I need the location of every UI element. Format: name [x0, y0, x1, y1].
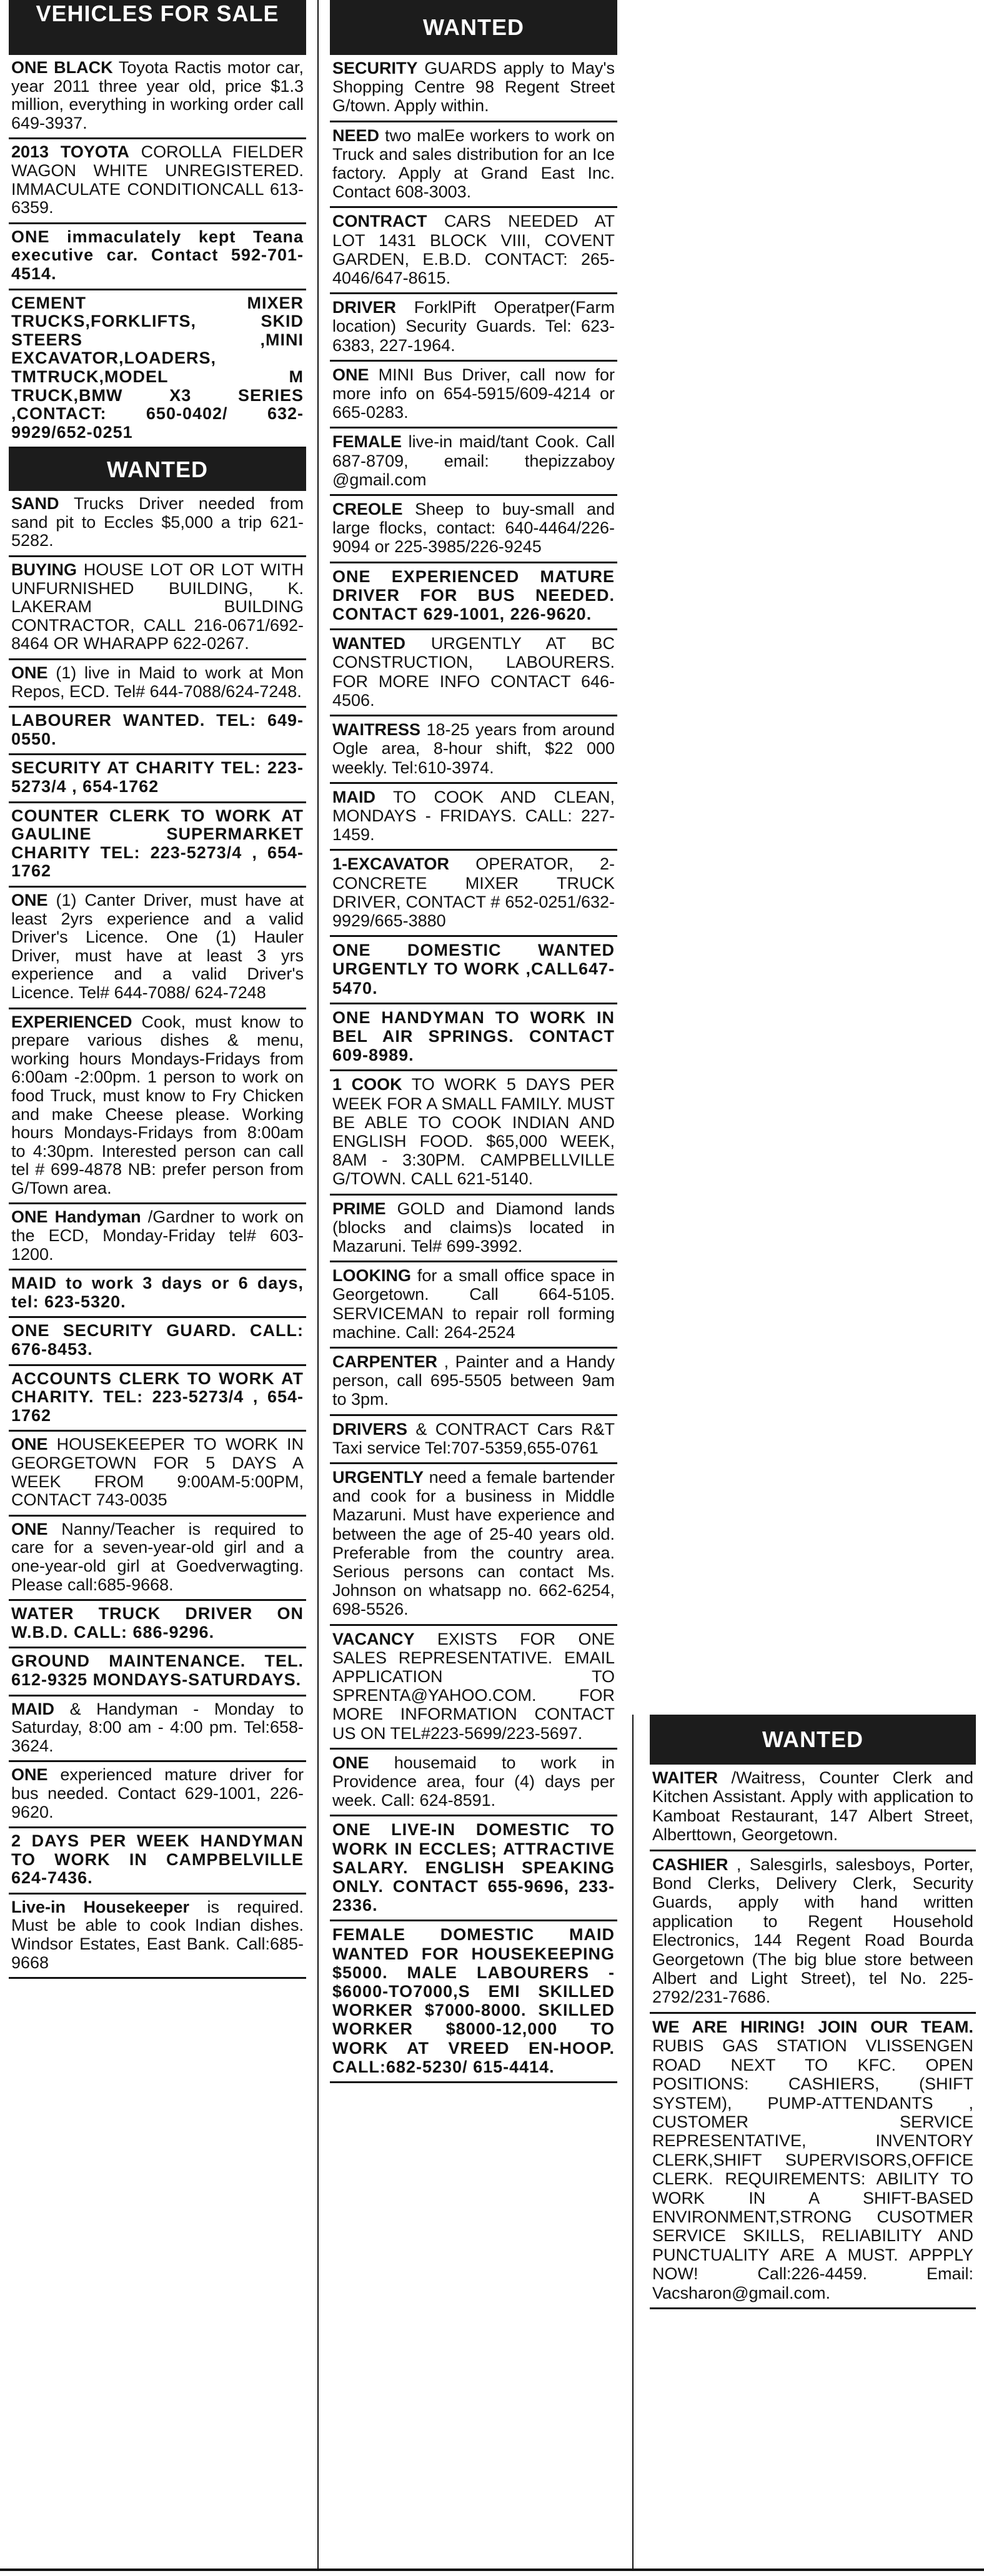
classified-ad	[330, 429, 617, 496]
classified-ad	[330, 630, 617, 716]
ad-lead-word: ONE	[11, 227, 50, 246]
classified-ad	[330, 937, 617, 1004]
ad-body-text: live-in maid/tant Cook. Call 687-8709, email: thepizzaboy @gmail.com	[332, 432, 615, 489]
ad-lead-word: ONE	[11, 1519, 48, 1538]
ad-lead-word: Live-in Housekeeper	[11, 1897, 190, 1916]
classified-ad	[330, 1750, 617, 1817]
classified-ad	[650, 1851, 976, 2014]
ad-lead-word: ONE	[332, 1753, 369, 1772]
ad-body-text: Cook, must know to prepare various dishes & menu, working hours Mondays-Fridays from 6:00am -2:00pm. 1 person to work on food Truck, must know to Fry Chicken and make Cheese please. Working hours Mondays-Fridays from 8:00am to 4:30pm. Interested person can call tel # 699-4878 NB: prefer person from G/Town area.	[11, 1012, 304, 1197]
classified-ad	[330, 1196, 617, 1263]
ad-body-text: URGENTLY AT BC CONSTRUCTION, LABOURERS. FOR MORE INFO CONTACT 646-4506.	[332, 634, 615, 710]
ad-body-text: (1) Canter Driver, must have at least 2yrs experience and a valid Driver's Licence. One (1) Hauler Driver, must have at least 3 yrs experience and a valid Driver's Licence. Tel# 644-7088/ 624-7248	[11, 890, 304, 1002]
classified-ad	[9, 1318, 306, 1365]
ad-lead-word: ONE	[11, 1321, 50, 1340]
section-header: WANTED	[9, 448, 306, 491]
ad-lead-word: ONE	[332, 567, 371, 586]
ad-lead-word: URGENTLY	[332, 1468, 424, 1487]
classified-ad	[9, 755, 306, 803]
ad-body-text: Trucks Driver needed from sand pit to Eccles $5,000 a trip 621-5282.	[11, 494, 304, 550]
ad-body-text: is required. Must be able to cook Indian dishes. Windsor Estates, East Bank. Call:685-9668	[11, 1897, 304, 1972]
ad-body-text: to work 3 days or 6 days, tel: 623-5320.	[11, 1274, 304, 1311]
ad-lead-word: SAND	[11, 494, 59, 513]
classified-ad	[330, 851, 617, 937]
page-bottom-rule	[0, 2569, 984, 2571]
classified-ad	[9, 1895, 306, 1979]
classified-ad	[9, 557, 306, 660]
ad-lead-word: NEED	[332, 126, 380, 145]
ad-body-text: DOMESTIC WANTED URGENTLY TO WORK ,CALL647-5470.	[332, 941, 615, 998]
ad-lead-word: WE ARE HIRING! JOIN OUR TEAM.	[652, 2017, 973, 2036]
classified-ad	[330, 294, 617, 362]
classified-ad	[9, 1648, 306, 1696]
ad-lead-word: DRIVER	[332, 298, 397, 317]
ad-body-text: PER WEEK HANDYMAN TO WORK IN CAMPBELVILLE 624-7436.	[11, 1831, 304, 1888]
classified-ad	[330, 1416, 617, 1464]
column-left	[9, 0, 306, 1979]
ad-lead-word: CEMENT	[11, 293, 86, 312]
ad-lead-word: CARPENTER	[332, 1352, 438, 1371]
classified-ad	[9, 708, 306, 755]
ad-body-text: GOLD and Diamond lands (blocks and claims)s located in Mazaruni. Tel# 699-3992.	[332, 1199, 615, 1256]
ad-body-text: TO WORK 5 DAYS PER WEEK FOR A SMALL FAMILY. MUST BE ABLE TO COOK INDIAN AND ENGLISH FOOD. $65,000 WEEK, 8AM - 3:30PM. CAMPBELLVILLE G/TOWN. CALL 621-5140.	[332, 1075, 615, 1189]
ad-body-text: HANDYMAN TO WORK IN BEL AIR SPRINGS. CONTACT 609-8989.	[332, 1008, 615, 1065]
ad-lead-word: ONE	[11, 1765, 48, 1785]
classified-ad	[330, 55, 617, 122]
classified-ad	[9, 660, 306, 708]
ad-lead-word: ONE	[11, 1435, 48, 1454]
column-middle	[330, 0, 617, 2083]
classified-ad	[330, 208, 617, 294]
classified-ad	[650, 1765, 976, 1851]
ad-body-text: CARS NEEDED AT LOT 1431 BLOCK VIII, COVENT GARDEN, E.B.D. CONTACT: 265-4046/647-8615.	[332, 212, 615, 288]
ad-lead-word: ONE Handyman	[11, 1207, 141, 1227]
classified-ad	[9, 1271, 306, 1318]
ad-lead-word: PRIME	[332, 1199, 386, 1218]
ad-lead-word: MAID	[11, 1699, 54, 1718]
ad-lead-word: ONE	[332, 1008, 371, 1027]
classified-ad	[330, 122, 617, 209]
ad-body-text: & Handyman - Monday to Saturday, 8:00 am - 4:00 pm. Tel:658-3624.	[11, 1699, 304, 1755]
classified-ad	[9, 491, 306, 557]
ad-lead-word: ONE BLACK	[11, 58, 113, 77]
ad-body-text: /Waitress, Counter Clerk and Kitchen Assistant. Apply with application to Kamboat Restaurant, 147 Albert Street, Alberttown, Georgetown.	[652, 1768, 973, 1845]
ad-body-text: 18-25 years from around Ogle area, 8-hour shift, $22 000 weekly. Tel:610-3974.	[332, 720, 615, 777]
ad-body-text: experienced mature driver for bus needed. Contact 629-1001, 226-9620.	[11, 1765, 304, 1821]
ad-lead-word: 2013 TOYOTA	[11, 142, 129, 162]
classified-ad	[9, 55, 306, 139]
classified-ad	[330, 1816, 617, 1921]
ad-lead-word: MAID	[11, 1274, 57, 1293]
ad-body-text: for a small office space in Georgetown. Call 664-5105. SERVICEMAN to repair roll forming machine. Call: 264-2524	[332, 1266, 615, 1342]
classified-ad	[9, 290, 306, 449]
ad-body-text: TO COOK AND CLEAN, MONDAYS - FRIDAYS. CALL: 227-1459.	[332, 787, 615, 845]
ad-body-text: WANTED. TEL: 649-0550.	[11, 711, 304, 748]
classified-ad	[330, 1626, 617, 1750]
ad-body-text: Toyota Ractis motor car, year 2011 three year old, price $1.3 million, everything in working order call 649-3937.	[11, 58, 304, 132]
ad-body-text: MAINTENANCE. TEL. 612-9325 MONDAYS-SATURDAYS.	[11, 1652, 304, 1689]
ad-body-text: need a female bartender and cook for a business in Middle Mazaruni. Must have experience and between the age of 25-40 years old. Preferable from the country area. Serious persons can contact Ms. Johnson on whatsapp no. 662-6254, 698-5526.	[332, 1468, 615, 1619]
ad-body-text: , Salesgirls, salesboys, Porter, Bond Clerks, Delivery Clerk, Security Guards, apply with hand written application to Regent Household Electronics, 144 Regent Road Bourda Georgetown (The big blue store between Albert and Light Street), tel No. 225-2792/231-7686.	[652, 1855, 973, 2007]
ad-lead-word: ONE	[332, 1820, 371, 1840]
ad-body-text: RUBIS GAS STATION VLISSENGEN ROAD NEXT TO KFC. OPEN POSITIONS: CASHIERS, (SHIFT SYSTEM), PUMP-ATTENDANTS , CUSTOMER SERVICE REPRESENTATIVE, INVENTORY CLERK,SHIFT SUPERVISORS,OFFICE CLERK. REQUIREMENTS: ABILITY TO WORK IN A SHIFT-BASED ENVIRONMENT,STRONG CUSOTMER SERVICE SKILLS, RELIABILITY AND PUNCTUALITY ARE A MUST. APPPLY NOW! Call:226-4459. Email: Vacsharon@gmail.com.	[652, 2036, 973, 2302]
ad-lead-word: EXPERIENCED	[11, 1012, 132, 1031]
ad-body-text: CLERK TO WORK AT GAULINE SUPERMARKET CHARITY TEL: 223-5273/4 , 654-1762	[11, 806, 304, 881]
classified-ad	[330, 716, 617, 784]
classified-ad	[9, 803, 306, 888]
ad-body-text: OPERATOR, 2- CONCRETE MIXER TRUCK DRIVER, CONTACT # 652-0251/632-9929/665-3880	[332, 855, 615, 930]
column-right	[650, 1715, 976, 2309]
ad-lead-word: BUYING	[11, 560, 77, 580]
ad-lead-word: ONE	[332, 365, 369, 384]
ad-lead-word: 1-EXCAVATOR	[332, 855, 450, 874]
ad-body-text: , Painter and a Handy person, call 695-5505 between 9am to 3pm.	[332, 1352, 615, 1409]
ad-lead-word: ONE	[11, 663, 48, 683]
ad-lead-word: FEMALE	[332, 432, 402, 452]
ad-lead-word: COUNTER	[11, 806, 99, 825]
classified-ad	[330, 1004, 617, 1072]
classified-ad	[650, 2014, 976, 2309]
classified-ad	[330, 1921, 617, 2083]
ad-body-text: TRUCK DRIVER ON W.B.D. CALL: 686-9296.	[11, 1604, 304, 1642]
ad-body-text: two malEe workers to work on Truck and sales distribution for an Ice factory. Apply at Grand East Inc. Contact 608-3003.	[332, 126, 615, 202]
classified-ad	[9, 139, 306, 224]
ad-body-text: immaculately kept Teana executive car. Contact 592-701-4514.	[11, 227, 304, 283]
ad-body-text: HOUSEKEEPER TO WORK IN GEORGETOWN FOR 5 DAYS A WEEK FROM 9:00AM-5:00PM, CONTACT 743-0035	[11, 1435, 304, 1510]
ad-body-text: GUARDS apply to May's Shopping Centre 98 Regent Street G/town. Apply within.	[332, 59, 615, 116]
classified-ad	[9, 1828, 306, 1895]
classified-ad	[9, 1697, 306, 1763]
ad-lead-word: CREOLE	[332, 500, 403, 519]
column-divider	[317, 0, 319, 2569]
classified-ad	[9, 224, 306, 290]
ad-lead-word: 1 COOK	[332, 1075, 402, 1094]
ad-lead-word: 2 DAYS	[11, 1831, 80, 1851]
ad-lead-word: CASHIER	[652, 1855, 728, 1874]
column-divider	[632, 1715, 634, 2569]
classified-ad	[330, 784, 617, 851]
ad-lead-word: DRIVERS	[332, 1419, 408, 1439]
ad-body-text: Sheep to buy-small and large flocks, contact: 640-4464/226-9094 or 225-3985/226-9245	[332, 500, 615, 557]
classified-ad	[330, 362, 617, 429]
ad-lead-word: WAITRESS	[332, 720, 421, 740]
section-header: VEHICLES FOR SALE	[9, 0, 306, 55]
classified-ad	[9, 1432, 306, 1516]
ad-body-text: DOMESTIC MAID WANTED FOR HOUSEKEEPING $5000. MALE LABOURERS - $6000-TO7000,S EMI SKILLED WORKER $7000-8000. SKILLED WORKER $8000-12,000 TO WORK AT VREED EN-HOOP. CALL:682-5230/ 615-4414.	[332, 1925, 615, 2076]
ad-lead-word: FEMALE	[332, 1925, 405, 1944]
classified-ad	[9, 1366, 306, 1432]
ad-lead-word: ONE	[11, 890, 48, 909]
ad-lead-word: VACANCY	[332, 1629, 415, 1648]
classified-ad	[9, 1009, 306, 1205]
ad-lead-word: WAITER	[652, 1768, 718, 1787]
ad-lead-word: LOOKING	[332, 1266, 411, 1286]
ad-body-text: CLERK TO WORK AT CHARITY. TEL: 223-5273/4 , 654-1762	[11, 1369, 304, 1425]
section-header: WANTED	[650, 1715, 976, 1765]
classified-ad	[9, 1762, 306, 1828]
ad-body-text: MIXER TRUCKS,FORKLIFTS, SKID STEERS ,MINI EXCAVATOR,LOADERS, TMTRUCK,MODEL M TRUCK,BMW X3 SERIES ,CONTACT: 650-0402/ 632-9929/652-0251	[11, 293, 304, 442]
ad-body-text: housemaid to work in Providence area, four (4) days per week. Call: 624-8591.	[332, 1753, 615, 1810]
classified-ad	[330, 1349, 617, 1416]
ad-body-text: /Gardner to work on the ECD, Monday-Friday tel# 603-1200.	[11, 1207, 304, 1264]
classified-ad	[330, 1262, 617, 1349]
ad-lead-word: WATER	[11, 1604, 74, 1623]
ad-lead-word: GROUND	[11, 1652, 90, 1671]
ad-body-text: (1) live in Maid to work at Mon Repos, ECD. Tel# 644-7088/624-7248.	[11, 663, 304, 701]
section-header: WANTED	[330, 0, 617, 55]
ad-body-text: MINI Bus Driver, call now for more info on 654-5915/609-4214 or 665-0283.	[332, 365, 615, 422]
ad-lead-word: SECURITY	[11, 758, 102, 778]
classified-ad	[9, 888, 306, 1009]
classified-ad	[330, 1071, 617, 1195]
ad-lead-word: ONE	[332, 941, 371, 960]
ad-body-text: ForklPift Operatper(Farm location) Security Guards. Tel: 623-6383, 227-1964.	[332, 298, 615, 355]
ad-body-text: & CONTRACT Cars R&T Taxi service Tel:707-5359,655-0761	[332, 1419, 615, 1457]
classified-ad	[330, 496, 617, 563]
classified-ad	[9, 1601, 306, 1648]
classified-ad	[330, 563, 617, 631]
ad-body-text: EXPERIENCED MATURE DRIVER FOR BUS NEEDED. CONTACT 629-1001, 226-9620.	[332, 567, 615, 624]
ad-body-text: AT CHARITY TEL: 223-5273/4 , 654-1762	[11, 758, 304, 796]
ad-body-text: LIVE-IN DOMESTIC TO WORK IN ECCLES; ATTRACTIVE SALARY. ENGLISH SPEAKING ONLY. CONTACT 655-9696, 233-2336.	[332, 1820, 615, 1915]
ad-body-text: Nanny/Teacher is required to care for a seven-year-old girl and a one-year-old girl at Goedverwagting. Please call:685-9668.	[11, 1519, 304, 1594]
ad-lead-word: ACCOUNTS	[11, 1369, 112, 1388]
ad-lead-word: SECURITY	[332, 59, 418, 77]
ad-body-text: COROLLA FIELDER WAGON WHITE UNREGISTERED. IMMACULATE CONDITIONCALL 613-6359.	[11, 142, 304, 217]
ad-lead-word: CONTRACT	[332, 212, 427, 231]
ad-body-text: EXISTS FOR ONE SALES REPRESENTATIVE. EMAIL APPLICATION TO SPRENTA@YAHOO.COM. FOR MORE INFORMATION CONTACT US ON TEL#223-5699/223-5697.	[332, 1629, 615, 1743]
classified-ad	[9, 1204, 306, 1271]
ad-lead-word: WANTED	[332, 634, 405, 653]
ad-body-text: SECURITY GUARD. CALL: 676-8453.	[11, 1321, 304, 1359]
classified-ad	[9, 1517, 306, 1601]
ad-lead-word: MAID	[332, 787, 375, 806]
classified-ad	[330, 1464, 617, 1626]
ad-lead-word: LABOURER	[11, 711, 112, 730]
ad-body-text: HOUSE LOT OR LOT WITH UNFURNISHED BUILDING, K. LAKERAM BUILDING CONTRACTOR, CALL 216-0671/692-8464 OR WHARAPP 622-0267.	[11, 560, 304, 653]
